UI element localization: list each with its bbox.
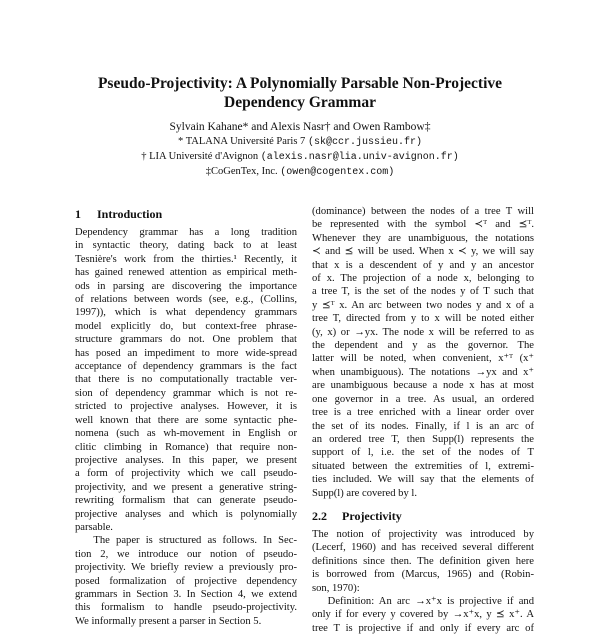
text-line: only if for every y covered by →x⁺x, y ⪯ x⁺. A bbox=[312, 609, 534, 621]
left-column bbox=[75, 206, 297, 628]
text-line: y ⪯ᵀ x. An arc between two nodes y and x of a bbox=[312, 299, 534, 311]
text-line: the dependent and y as the governor. The bbox=[312, 340, 534, 352]
title-line: Pseudo-Projectivity: A Polynomially Parsable Non-Projective bbox=[97, 75, 503, 92]
text-line: latter will be noted, when convenient, x⁺ᵀ (x⁺ bbox=[312, 353, 534, 365]
paragraph bbox=[312, 205, 534, 500]
section-title: Introduction bbox=[97, 207, 163, 221]
paragraph bbox=[75, 534, 297, 628]
text-line: tion 2, we introduce our notion of pseudo- bbox=[75, 548, 297, 560]
text-line: model explicitly do, but context-free phrase- bbox=[75, 320, 297, 332]
text-line: The paper is structured as follows. In Sec- bbox=[75, 535, 297, 547]
text-line: We informally present a parser in Section 5. bbox=[75, 615, 262, 627]
affiliation bbox=[0, 150, 600, 165]
text-line: an ordered tree T, then Supp(l) represents the bbox=[312, 433, 534, 445]
author-names: Sylvain Kahane* and Alexis Nasr† and Owen Rambow‡ bbox=[169, 121, 431, 133]
text-line: ≺ and ⪯ will be used. When x ≺ y, we will say bbox=[312, 246, 534, 258]
text-line: Definition: An arc →x⁺x is projective if and bbox=[312, 595, 534, 607]
affiliation-email: (alexis.nasr@lia.univ-avignon.fr) bbox=[260, 152, 459, 163]
text-line: Whenever they are unambiguous, the notations bbox=[312, 232, 534, 244]
text-line: nomena (such as wh-movement in English or bbox=[75, 428, 297, 440]
text-line: Dependency grammar has a long tradition bbox=[75, 227, 297, 238]
text-line: projective analyses and which is polynomially bbox=[75, 508, 297, 520]
text-line: (dominance) between the nodes of a tree T will bbox=[312, 206, 534, 217]
text-line: when unambiguous). The notations →yx and x⁺ bbox=[312, 366, 534, 378]
paragraph bbox=[75, 226, 297, 534]
affiliation-name: * TALANA Université Paris 7 bbox=[178, 136, 308, 147]
text-line: has gained renewed attention as empirical meth- bbox=[75, 267, 297, 279]
section-number: 1 bbox=[75, 207, 81, 221]
text-line: a tree T, is the set of the nodes y of T such that bbox=[312, 286, 534, 298]
text-line: tree T, directed from y to x will be noted either bbox=[312, 313, 534, 325]
text-line: of x. The projection of a node x, belonging to bbox=[312, 273, 534, 285]
text-line: (Lecerf, 1960) and has received several different bbox=[312, 542, 534, 554]
text-line: projective analyses. In this paper, we present bbox=[75, 454, 297, 466]
text-line: clitic climbing in Romance) that require non- bbox=[75, 441, 297, 453]
text-line: ties included. We will say that the elements of bbox=[312, 474, 534, 486]
text-line: that x is a descendent of y and y an ancestor bbox=[312, 259, 534, 271]
text-line: one governor in a tree. As usual, an ordered bbox=[312, 393, 534, 405]
affiliation-email: (owen@cogentex.com) bbox=[280, 167, 395, 178]
text-line: the set of its nodes. Finally, if l is an arc of bbox=[312, 420, 534, 432]
text-line: 1997)), which is what dependency grammars bbox=[75, 307, 297, 319]
text-line: sion of dependency grammar which is not re- bbox=[75, 387, 297, 399]
text-line: a form of projectivity which we call pseudo- bbox=[75, 468, 297, 480]
section-heading bbox=[312, 508, 534, 524]
text-line: be represented with the symbol ≺ᵀ and ⪯ᵀ. bbox=[312, 219, 534, 231]
text-line: parsable. bbox=[75, 521, 113, 533]
paper-title bbox=[0, 74, 600, 112]
title-line: Dependency Grammar bbox=[224, 94, 376, 111]
text-line: this formalism to handle pseudo-projectivity. bbox=[75, 602, 297, 614]
text-line: rewriting formalism that can generate pseudo- bbox=[75, 495, 297, 507]
affiliation-name: † LIA Université d'Avignon bbox=[141, 151, 261, 162]
text-line: The notion of projectivity was introduced by bbox=[312, 528, 534, 540]
section-title: Projectivity bbox=[342, 508, 402, 523]
text-line: Supp(l) are covered by l. bbox=[312, 487, 418, 499]
paragraph bbox=[312, 528, 534, 595]
text-line: that there is no computationally tractable ver- bbox=[75, 374, 297, 386]
paragraph bbox=[312, 595, 534, 635]
text-line: are unambiguous because a node x has at most bbox=[312, 380, 534, 392]
author-block bbox=[0, 120, 600, 180]
text-line: projectivity, and we present a generative string- bbox=[75, 481, 297, 493]
text-line: situated between the extremities of l, extremi- bbox=[312, 460, 534, 472]
text-line: tree is a tree enriched with a linear order over bbox=[312, 407, 534, 419]
text-line: in syntactic theory, dating back to at least bbox=[75, 240, 297, 252]
section-heading bbox=[75, 206, 297, 222]
text-line: ods in parsing are discovering the importance bbox=[75, 280, 297, 292]
text-line: posed formalization of projective dependency bbox=[75, 575, 297, 587]
text-line: definitions since then. The definition given here bbox=[312, 555, 534, 567]
text-line: of relations between words (see, e.g., (Collins, bbox=[75, 294, 297, 306]
text-line: support of l, i.e. the set of the nodes of T bbox=[312, 447, 534, 459]
text-line: is borrowed from (Marcus, 1965) and (Robin- bbox=[312, 569, 534, 581]
text-line: well known that there are some syntactic phe- bbox=[75, 414, 297, 426]
text-line: acceptance of dependency grammars is the fact bbox=[75, 361, 297, 373]
text-line: has posed an impediment to more wide-spread bbox=[75, 347, 297, 359]
text-line: grammars in Section 3. In Section 4, we extend bbox=[75, 588, 297, 600]
text-line: structure grammars do not. One problem that bbox=[75, 334, 297, 346]
text-line: (y, x) or →yx. The node x will be referred to as bbox=[312, 326, 534, 338]
text-line: son, 1970): bbox=[312, 582, 360, 594]
section-number: 2.2 bbox=[312, 508, 327, 523]
affiliation-name: ‡CoGenTex, Inc. bbox=[205, 166, 281, 177]
affiliation bbox=[0, 135, 600, 150]
text-line: projectivity. We briefly review a previously pro- bbox=[75, 562, 297, 574]
text-line: Tesnière's work from the thirties.¹ Recently, it bbox=[75, 253, 297, 265]
affiliation bbox=[0, 165, 600, 180]
text-line: stricted to projective analyses. However, it is bbox=[75, 401, 297, 413]
text-line: tree T is projective if and only if every arc of bbox=[312, 622, 534, 634]
affiliation-email: (sk@ccr.jussieu.fr) bbox=[307, 137, 422, 148]
right-column bbox=[312, 205, 534, 635]
